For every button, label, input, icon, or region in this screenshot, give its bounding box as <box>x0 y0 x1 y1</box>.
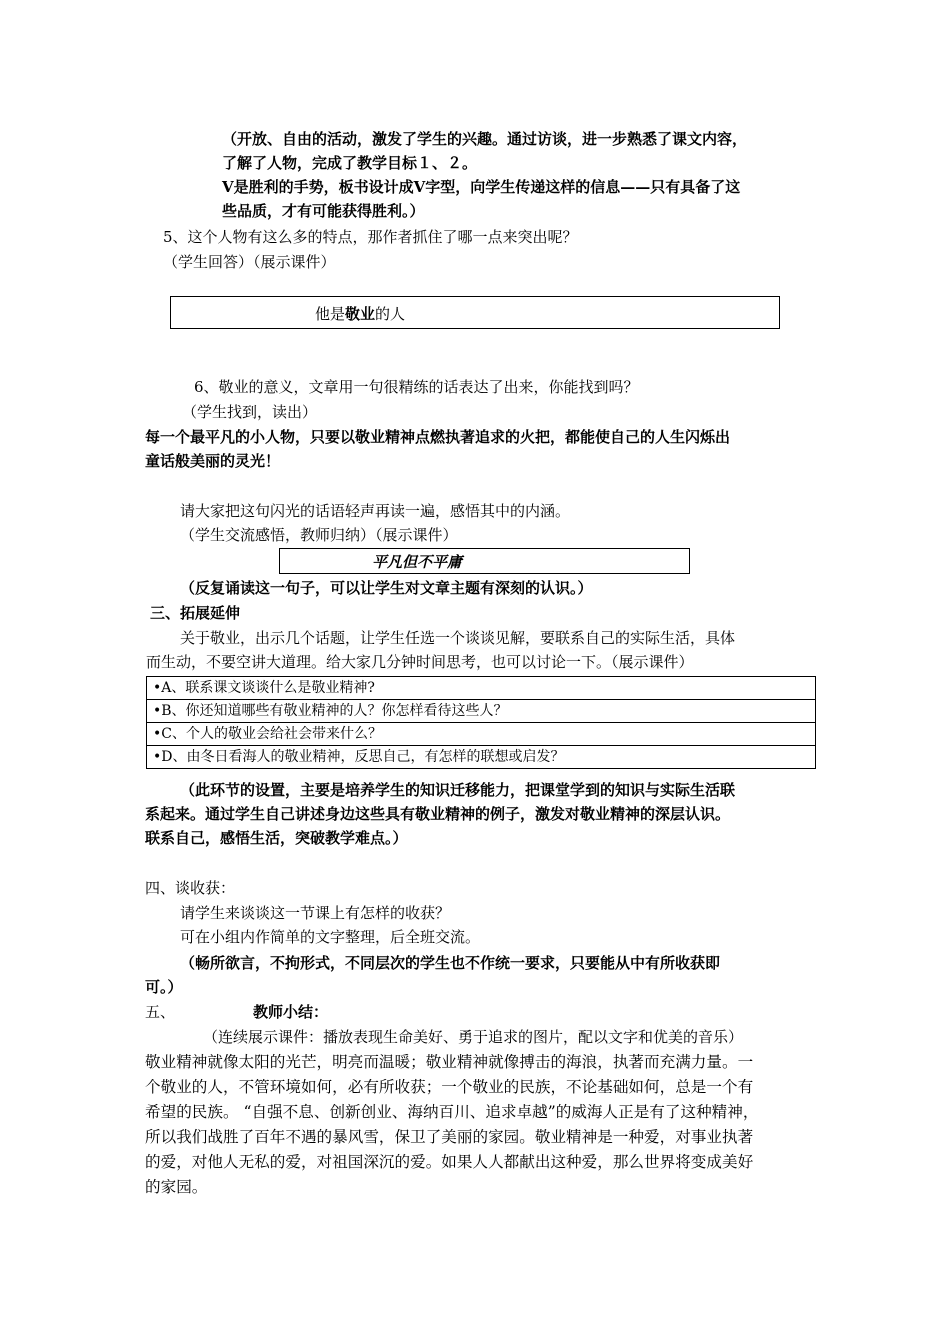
table-row <box>147 677 816 700</box>
note-line: 联系自己，感悟生活，突破教学难点。） <box>145 829 408 847</box>
slide-box-text: 平凡但不平庸 <box>372 553 463 571</box>
summary-line: 个敬业的人，不管环境如何，必有所收获；一个敬业的民族，不论基础如何，总是一个有 <box>145 1078 754 1096</box>
note-line: （开放、自由的活动，激发了学生的兴趣。通过访谈，进一步熟悉了课文内容， <box>222 130 748 148</box>
section-heading-5-number: 五、 <box>145 1003 176 1021</box>
question-6: 6、敬业的意义，文章用一句很精练的话表达了出来，你能找到吗？ <box>194 378 639 396</box>
question-5: 5、这个人物有这么多的特点，那作者抓住了哪一点来突出呢？ <box>163 228 578 246</box>
note-line: 些品质，才有可能获得胜利。） <box>222 202 425 220</box>
key-quote-line: 童话般美丽的灵光！ <box>145 452 281 470</box>
summary-line: 的爱，对他人无私的爱，对祖国深沉的爱。如果人人都献出这种爱，那么世界将变成美好 <box>145 1153 754 1171</box>
key-quote-line: 每一个最平凡的小人物，只要以敬业精神点燃执著追求的火把，都能使自己的人生闪烁出 <box>145 428 731 446</box>
box-text-prefix: 他是 <box>315 305 346 323</box>
table-row <box>147 746 816 769</box>
read-again-hint: （学生交流感悟，教师归纳）（展示课件） <box>180 526 458 544</box>
note-line: 可。） <box>145 978 183 996</box>
note-line: V是胜利的手势，板书设计成V字型，向学生传递这样的信息——只有具备了这 <box>222 178 741 196</box>
table-row <box>147 700 816 723</box>
paragraph-line: 而生动，不要空讲大道理。给大家几分钟时间思考，也可以讨论一下。（展示课件） <box>146 653 694 671</box>
read-again-instruction: 请大家把这句闪光的话语轻声再读一遍，感悟其中的内涵。 <box>180 502 571 520</box>
section-heading-5-title: 教师小结： <box>253 1003 329 1021</box>
topic-cell: •B、你还知道哪些有敬业精神的人？你怎样看待这些人？ <box>147 700 816 723</box>
question-6-hint: （学生找到，读出） <box>182 403 318 421</box>
summary-line: 希望的民族。 “自强不息、创新创业、海纳百川、追求卓越”的威海人正是有了这种精神， <box>145 1103 759 1121</box>
summary-line: 所以我们战胜了百年不遇的暴风雪，保卫了美丽的家园。敬业精神是一种爱，对事业执著 <box>145 1128 754 1146</box>
summary-line: 敬业精神就像太阳的光芒，明亮而温暖；敬业精神就像搏击的海浪，执著而充满力量。一 <box>145 1053 754 1071</box>
discussion-topics-table <box>146 676 816 769</box>
slide-box-ordinary-not-mediocre <box>279 548 690 574</box>
question-5-hint: （学生回答）（展示课件） <box>163 253 336 271</box>
slide-box-dedicated-person <box>170 296 780 329</box>
table-row <box>147 723 816 746</box>
note-line: （反复诵读这一句子，可以让学生对文章主题有深刻的认识。） <box>180 579 593 597</box>
topic-cell: •A、联系课文谈谈什么是敬业精神? <box>147 677 816 700</box>
paragraph-line: 可在小组内作简单的文字整理，后全班交流。 <box>180 928 481 946</box>
paragraph-line: 请学生来谈谈这一节课上有怎样的收获？ <box>180 904 451 922</box>
note-line: （此环节的设置，主要是培养学生的知识迁移能力，把课堂学到的知识与实际生活联 <box>180 781 736 799</box>
section-heading-3: 三、拓展延伸 <box>150 604 241 622</box>
section-heading-4: 四、谈收获： <box>145 879 236 897</box>
slide-box-text <box>315 303 405 324</box>
note-line: （畅所欲言，不拘形式，不同层次的学生也不作统一要求，只要能从中有所收获即 <box>180 954 721 972</box>
note-line: 系起来。通过学生自己讲述身边这些具有敬业精神的例子，激发对敬业精神的深层认识。 <box>145 805 731 823</box>
section-5-hint: （连续展示课件：播放表现生命美好、勇于追求的图片，配以文字和优美的音乐） <box>203 1028 744 1046</box>
note-line: 了解了人物，完成了教学目标１、２。 <box>222 154 478 172</box>
box-text-suffix: 的人 <box>375 305 406 323</box>
topic-cell: •C、个人的敬业会给社会带来什么？ <box>147 723 816 746</box>
box-text-emphasis: 敬业 <box>345 305 376 323</box>
paragraph-line: 关于敬业，出示几个话题，让学生任选一个谈谈见解，要联系自己的实际生活，具体 <box>180 629 736 647</box>
topic-cell: •D、由冬日看海人的敬业精神，反思自己，有怎样的联想或启发？ <box>147 746 816 769</box>
summary-line: 的家园。 <box>145 1178 208 1196</box>
